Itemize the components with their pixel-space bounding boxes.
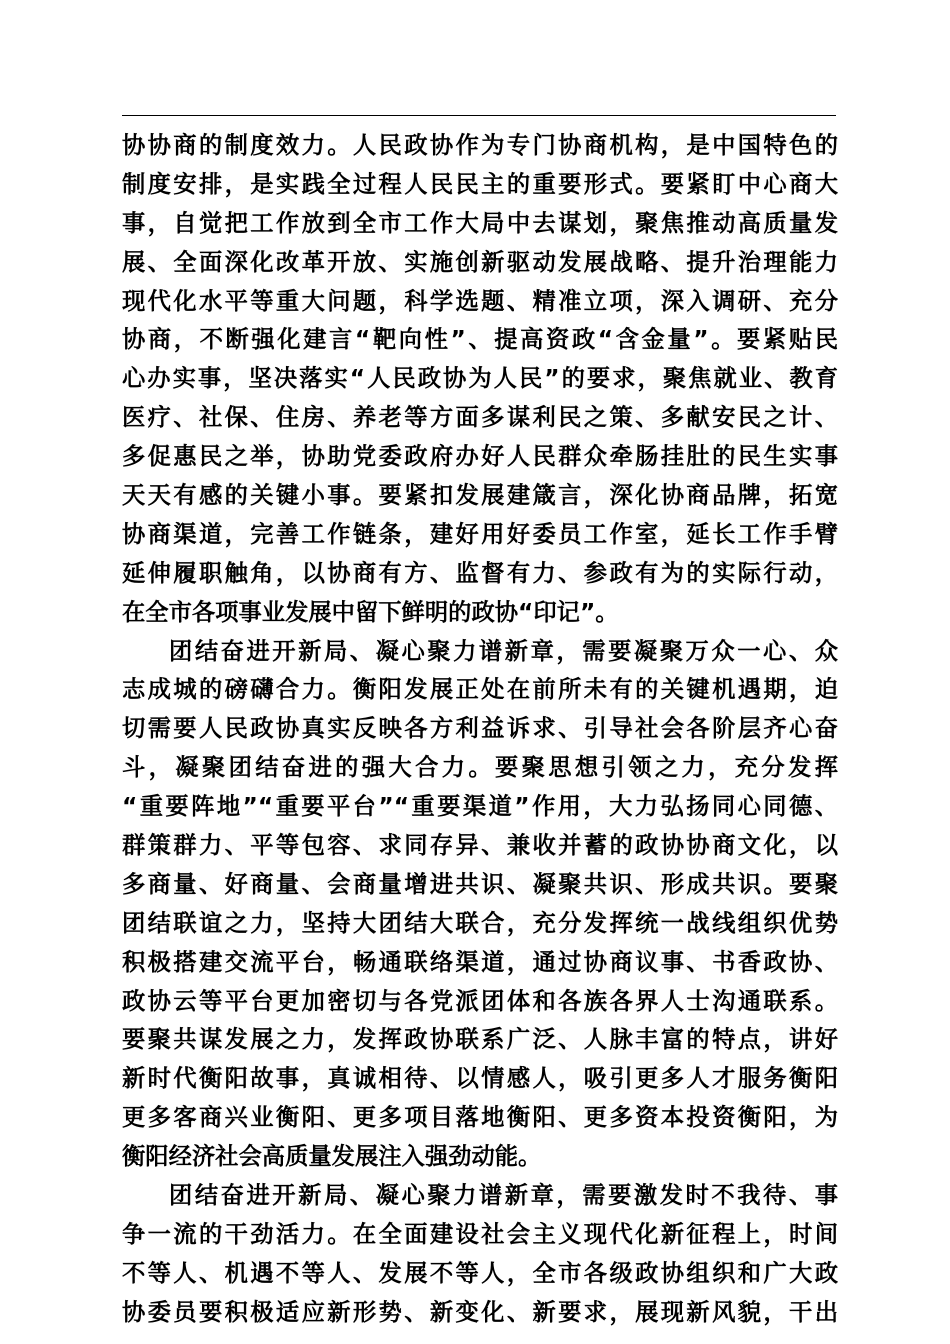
text-line: 天天有感的关键小事。要紧扣发展建箴言，深化协商品牌，拓宽	[122, 482, 838, 510]
text-line: 切需要人民政协真实反映各方利益诉求、引导社会各阶层齐心奋	[122, 715, 838, 743]
document-body	[122, 127, 838, 1333]
text-line: 医疗、社保、住房、养老等方面多谋利民之策、多献安民之计、	[122, 404, 838, 432]
text-line: 事，自觉把工作放到全市工作大局中去谋划，聚焦推动高质量发	[122, 209, 838, 237]
text-line: 争一流的干劲活力。在全面建设社会主义现代化新征程上，时间	[122, 1220, 838, 1248]
text-line: 协商，不断强化建言“靶向性”、提高资政“含金量”。要紧贴民	[122, 326, 838, 354]
text-line: 现代化水平等重大问题，科学选题、精准立项，深入调研、充分	[122, 287, 838, 315]
text-line: 多促惠民之举，协助党委政府办好人民群众牵肠挂肚的民生实事	[122, 443, 838, 471]
text-line: 不等人、机遇不等人、发展不等人，全市各级政协组织和广大政	[122, 1259, 838, 1287]
text-line: “重要阵地”“重要平台”“重要渠道”作用，大力弘扬同心同德、	[122, 793, 838, 821]
text-line: 心办实事，坚决落实“人民政协为人民”的要求，聚焦就业、教育	[122, 365, 838, 393]
text-line: 政协云等平台更加密切与各党派团体和各族各界人士沟通联系。	[122, 987, 838, 1015]
text-line: 团结奋进开新局、凝心聚力谱新章，需要凝聚万众一心、众	[169, 637, 838, 665]
text-line: 衡阳经济社会高质量发展注入强劲动能。	[122, 1143, 542, 1171]
text-line: 更多客商兴业衡阳、更多项目落地衡阳、更多资本投资衡阳，为	[122, 1104, 838, 1132]
text-line: 展、全面深化改革开放、实施创新驱动发展战略、提升治理能力	[122, 248, 838, 276]
text-line: 新时代衡阳故事，真诚相待、以情感人，吸引更多人才服务衡阳	[122, 1065, 838, 1093]
text-line: 制度安排，是实践全过程人民民主的重要形式。要紧盯中心商大	[122, 170, 838, 198]
text-line: 团结奋进开新局、凝心聚力谱新章，需要激发时不我待、事	[169, 1182, 838, 1210]
text-line: 斗，凝聚团结奋进的强大合力。要聚思想引领之力，充分发挥	[122, 754, 838, 782]
text-line: 团结联谊之力，坚持大团结大联合，充分发挥统一战线组织优势	[122, 909, 838, 937]
text-line: 在全市各项事业发展中留下鲜明的政协“印记”。	[122, 598, 619, 626]
text-line: 协商渠道，完善工作链条，建好用好委员工作室，延长工作手臂	[122, 520, 838, 548]
text-line: 要聚共谋发展之力，发挥政协联系广泛、人脉丰富的特点，讲好	[122, 1026, 838, 1054]
text-line: 协协商的制度效力。人民政协作为专门协商机构，是中国特色的	[122, 132, 838, 159]
header-rule	[122, 115, 836, 116]
text-line: 延伸履职触角，以协商有方、监督有力、参政有为的实际行动，	[122, 559, 838, 587]
text-line: 群策群力、平等包容、求同存异、兼收并蓄的政协协商文化，以	[122, 832, 838, 860]
text-line: 多商量、好商量、会商量增进共识、凝聚共识、形成共识。要聚	[122, 870, 838, 898]
text-line: 志成城的磅礴合力。衡阳发展正处在前所未有的关键机遇期，迫	[122, 676, 838, 704]
text-line: 协委员要积极适应新形势、新变化、新要求，展现新风貌，干出	[122, 1298, 838, 1326]
text-line: 积极搭建交流平台，畅通联络渠道，通过协商议事、书香政协、	[122, 948, 838, 976]
